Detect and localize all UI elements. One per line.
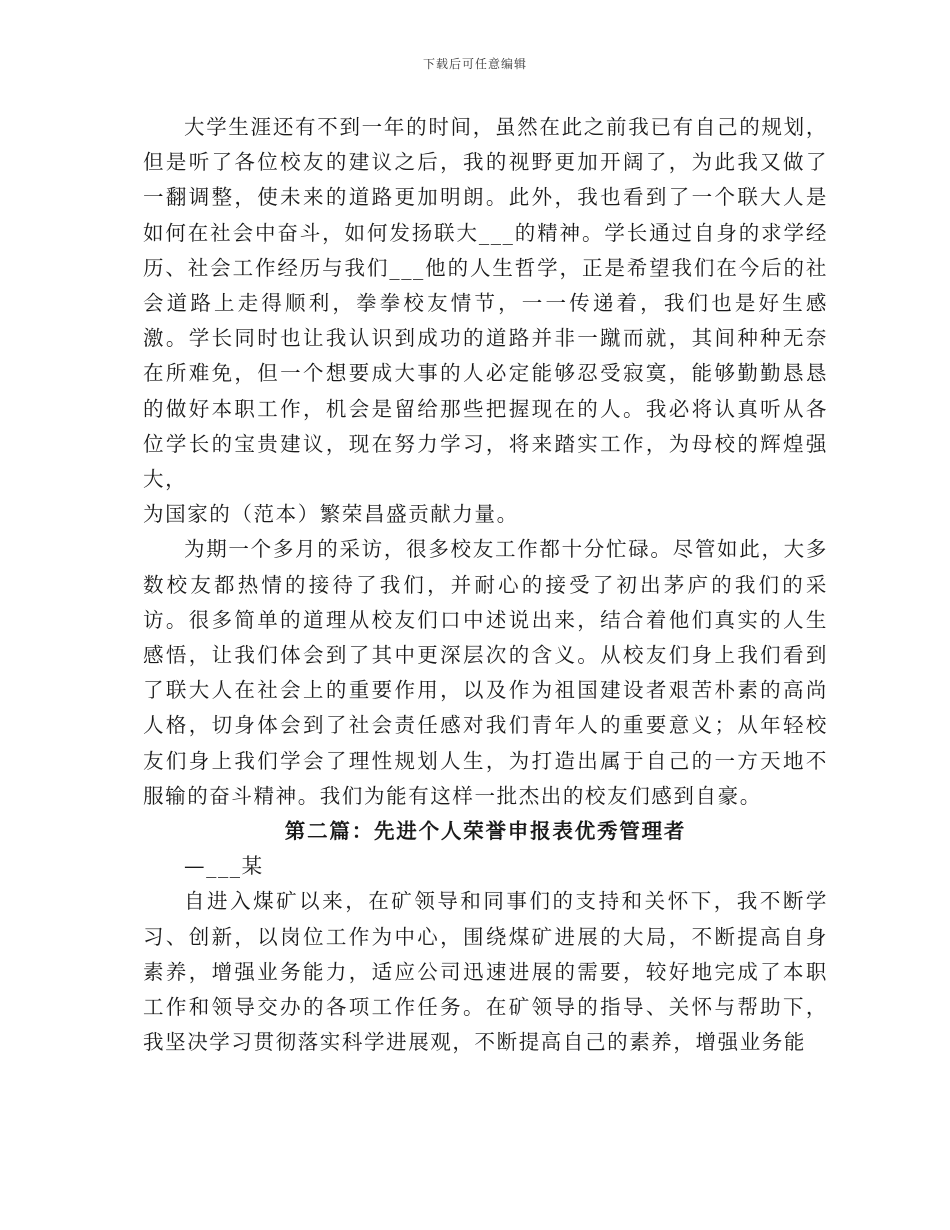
paragraph-1-end: 为国家的（范本）繁荣昌盛贡献力量。	[143, 502, 519, 527]
paragraph-3: 自进入煤矿以来，在矿领导和同事们的支持和关怀下，我不断学习、创新，以岗位工作为中心，围绕煤矿进展的大局，不断提高自身素养，增强业务能力，适应公司迅速进展的需要，较好地完成了本职工作和领导交办的各项工作任务。在矿领导的指导、关怀与帮助下，我坚决学习贯彻落实科学进展观，不断提高自己的素养，增强业务能	[143, 889, 828, 1055]
page-header: 下载后可任意编辑	[422, 57, 527, 71]
document-body	[143, 110, 828, 1060]
section-title: 第二篇：先进个人荣誉申报表优秀管理者	[284, 819, 687, 844]
paragraph-1: 大学生涯还有不到一年的时间，虽然在此之前我已有自己的规划，但是听了各位校友的建议之后，我的视野更加开阔了，为此我又做了一翻调整，使未来的道路更加明朗。此外，我也看到了一个联大人是如何在社会中奋斗，如何发扬联大___的精神。学长通过自身的求学经历、社会工作经历与我们___他的人生哲学，正是希望我们在今后的社会道路上走得顺利，拳拳校友情节，一一传递着，我们也是好生感激。学长同时也让我认识到成功的道路并非一蹴而就，其间种种无奈在所难免，但一个想要成大事的人必定能够忍受寂寞，能够勤勤恳恳的做好本职工作，机会是留给那些把握现在的人。我必将认真听从各位学长的宝贵建议，现在努力学习，将来踏实工作，为母校的辉煌强大，	[143, 115, 828, 492]
byline: —___某	[184, 854, 264, 879]
paragraph-2: 为期一个多月的采访，很多校友工作都十分忙碌。尽管如此，大多数校友都热情的接待了我们，并耐心的接受了初出茅庐的我们的采访。很多简单的道理从校友们口中述说出来，结合着他们真实的人生感悟，让我们体会到了其中更深层次的含义。从校友们身上我们看到了联大人在社会上的重要作用，以及作为祖国建设者艰苦朴素的高尚人格，切身体会到了社会责任感对我们青年人的重要意义；从年轻校友们身上我们学会了理性规划人生，为打造出属于自己的一方天地不服输的奋斗精神。我们为能有这样一批杰出的校友们感到自豪。	[143, 537, 828, 808]
